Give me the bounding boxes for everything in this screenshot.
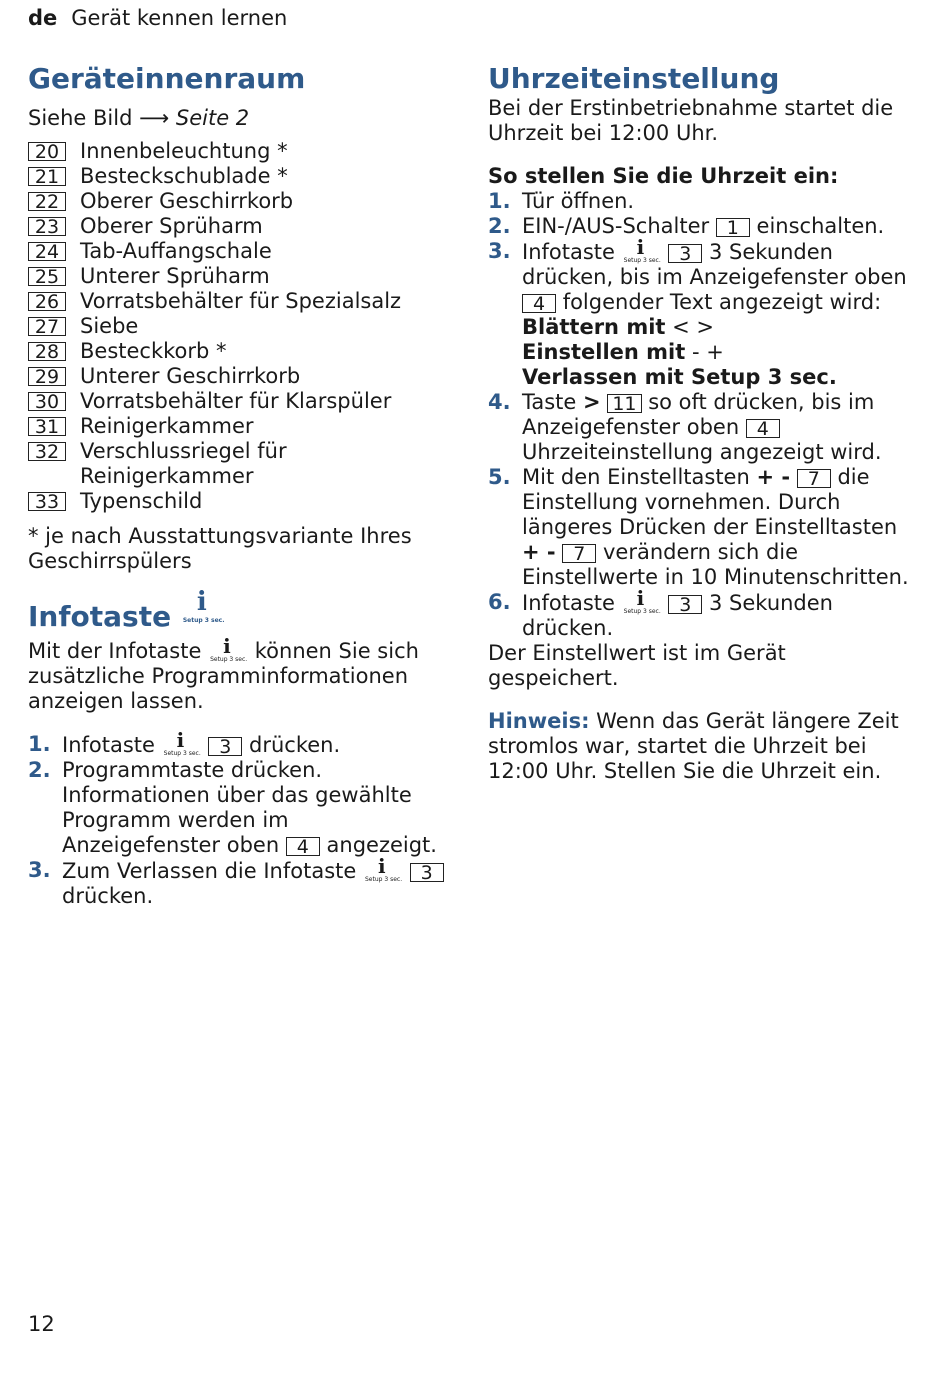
- key-number: 3: [410, 863, 444, 882]
- infotaste-intro: Mit der Infotaste i Setup 3 sec. können Sie sich zusätzliche Programminformationen anzeigen lassen.: [28, 634, 419, 713]
- list-item: 5. Mit den Einstelltasten + - 7 die Einstellung vornehmen. Durch längeres Drücken der Einstelltasten + - 7 verändern sich die Einstellwerte in 10 Minutenschritten.: [488, 465, 909, 589]
- list-item: 30 Vorratsbehälter für Klarspüler: [28, 389, 448, 414]
- info-setup-icon: i Setup 3 sec.: [182, 587, 225, 624]
- info-setup-icon: i Setup 3 sec.: [623, 235, 661, 264]
- page-reference[interactable]: Seite 2: [175, 106, 250, 130]
- page-number: 12: [28, 1312, 55, 1336]
- key-number: 11: [607, 394, 641, 413]
- list-item: 24 Tab-Auffangschale: [28, 239, 448, 264]
- list-item: 26 Vorratsbehälter für Spezialsalz: [28, 289, 448, 314]
- section-title-interior: Geräteinnenraum: [28, 62, 306, 95]
- part-number: 23: [28, 217, 66, 236]
- arrow-icon: ⟶: [139, 106, 170, 130]
- list-item: 25 Unterer Sprüharm: [28, 264, 448, 289]
- list-item: 33 Typenschild: [28, 489, 448, 514]
- hint-note: Hinweis: Wenn das Gerät längere Zeit stromlos war, startet die Uhrzeit bei 12:00 Uhr. Stellen Sie die Uhrzeit ein.: [488, 709, 899, 783]
- list-item: 29 Unterer Geschirrkorb: [28, 364, 448, 389]
- part-number: 30: [28, 392, 66, 411]
- info-setup-icon: i Setup 3 sec.: [210, 634, 248, 663]
- part-number: 32: [28, 442, 66, 461]
- list-item: 3. Zum Verlassen die Infotaste i Setup 3 sec. 3 drücken.: [28, 858, 448, 909]
- info-setup-icon: i Setup 3 sec.: [623, 586, 661, 615]
- footnote: * je nach Ausstattungsvariante Ihres Geschirrspülers: [28, 524, 412, 573]
- list-item: 22 Oberer Geschirrkorb: [28, 189, 448, 214]
- language-code: de: [28, 6, 58, 30]
- key-number: 3: [668, 244, 702, 263]
- list-item: 21 Besteckschublade *: [28, 164, 448, 189]
- part-number: 28: [28, 342, 66, 361]
- key-number: 3: [668, 595, 702, 614]
- list-item: 4. Taste > 11 so oft drücken, bis im Anzeigefenster oben 4 Uhrzeiteinstellung angezeigt wird.: [488, 390, 882, 464]
- list-item: 27 Siebe: [28, 314, 448, 339]
- part-number: 21: [28, 167, 66, 186]
- left-column: [28, 56, 448, 909]
- clock-intro: Bei der Erstinbetriebnahme startet die Uhrzeit bei 12:00 Uhr.: [488, 96, 894, 145]
- right-column: [488, 56, 918, 784]
- page-header: [28, 6, 287, 30]
- clock-steps: [488, 189, 918, 641]
- key-number: 1: [716, 218, 750, 237]
- part-number: 33: [28, 492, 66, 511]
- info-setup-icon: i Setup 3 sec.: [365, 854, 403, 883]
- part-number: 22: [28, 192, 66, 211]
- hint-label: Hinweis:: [488, 709, 590, 733]
- section-title-clock: Uhrzeiteinstellung: [488, 62, 780, 95]
- list-item: 6. Infotaste i Setup 3 sec. 3 3 Sekunden drücken.: [488, 586, 833, 640]
- list-item: 1. Infotaste i Setup 3 sec. 3 drücken.: [28, 728, 341, 758]
- key-number: 4: [746, 419, 780, 438]
- parts-list: [28, 139, 448, 514]
- list-item: 1. Tür öffnen.: [488, 189, 635, 213]
- see-figure: Siehe Bild ⟶ Seite 2: [28, 106, 250, 130]
- list-item: 28 Besteckkorb *: [28, 339, 448, 364]
- list-item: 31 Reinigerkammer: [28, 414, 448, 439]
- list-item: 3. Infotaste i Setup 3 sec. 3 3 Sekunden drücken, bis im Anzeigefenster oben 4 folgender Text angezeigt wird: Blättern mit < > Einstellen mit - + Verlassen mit Setup 3 sec.: [488, 235, 907, 389]
- list-item: 20 Innenbeleuchtung *: [28, 139, 448, 164]
- list-item: 23 Oberer Sprüharm: [28, 214, 448, 239]
- saved-note: Der Einstellwert ist im Gerät gespeichert.: [488, 641, 786, 690]
- part-number: 29: [28, 367, 66, 386]
- chapter-title: Gerät kennen lernen: [71, 6, 288, 30]
- key-number: 7: [562, 544, 596, 563]
- part-number: 24: [28, 242, 66, 261]
- key-number: 7: [797, 469, 831, 488]
- part-number: 26: [28, 292, 66, 311]
- part-number: 27: [28, 317, 66, 336]
- clock-subheading: So stellen Sie die Uhrzeit ein:: [488, 164, 839, 188]
- list-item: 2. Programmtaste drücken. Informationen über das gewählte Programm werden im Anzeigefenster oben 4 angezeigt.: [28, 758, 437, 858]
- section-title-infotaste: Infotaste i Setup 3 sec.: [28, 587, 225, 633]
- part-number: 31: [28, 417, 66, 436]
- key-number: 4: [522, 294, 556, 313]
- part-number: 25: [28, 267, 66, 286]
- part-number: 20: [28, 142, 66, 161]
- info-setup-icon: i Setup 3 sec.: [163, 728, 201, 757]
- key-number: 3: [208, 737, 242, 756]
- list-item: 32 Verschlussriegel für Reinigerkammer: [28, 439, 448, 489]
- list-item: 2. EIN-/AUS-Schalter 1 einschalten.: [488, 214, 885, 239]
- infotaste-steps: [28, 728, 448, 909]
- key-number: 4: [286, 837, 320, 856]
